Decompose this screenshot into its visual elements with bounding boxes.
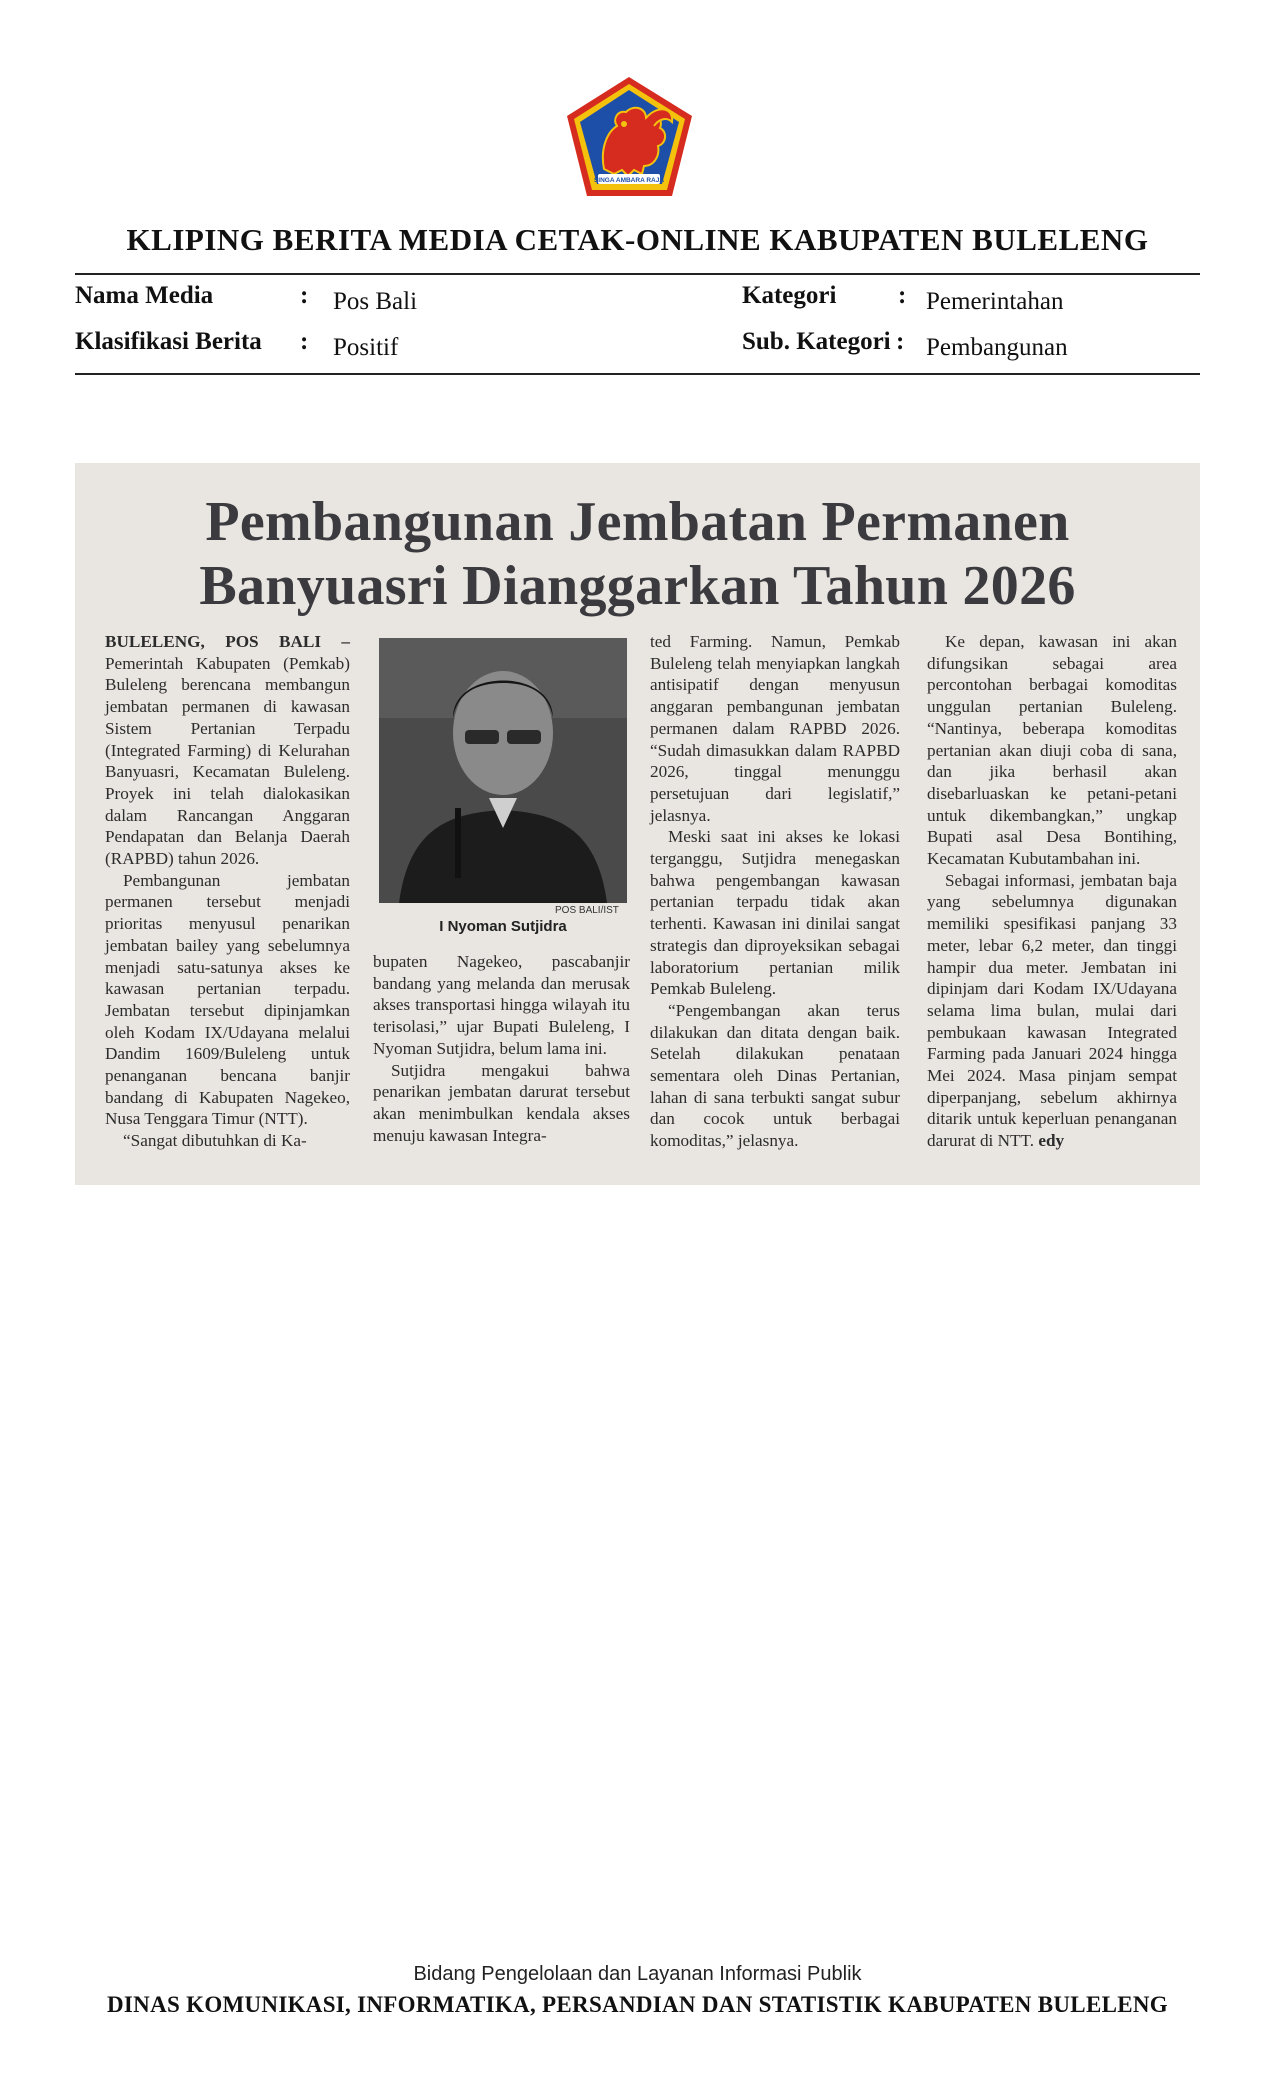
header-rule-bottom xyxy=(75,373,1200,375)
header-rule-top xyxy=(75,273,1200,275)
photo-credit: POS BALI/IST xyxy=(555,905,619,916)
article-column-2 xyxy=(373,951,630,1146)
dateline: BULELENG, POS BALI – xyxy=(105,632,350,651)
footer-agency: DINAS KOMUNIKASI, INFORMATIKA, PERSANDIAN DAN STATISTIK KABUPATEN BULELENG xyxy=(107,1992,1168,2017)
headline-line-2: Banyuasri Dianggarkan Tahun 2026 xyxy=(199,555,1076,617)
nama-media-label: Nama Media xyxy=(75,282,214,309)
paragraph: Pembangunan jembatan permanen tersebut menjadi prioritas menyusul penarikan jembatan bailey yang sebelumnya menjadi satu-satunya akses ke kawasan pertanian terpadu. Jembatan tersebut dipinjamkan oleh Kodam IX/Udayana melalui Dandim 1609/Buleleng untuk penanganan bencana banjir bandang di Kabupaten Nagekeo, Nusa Tenggara Timur (NTT). xyxy=(105,870,350,1129)
sub-kategori-value: Pembangunan xyxy=(926,334,1068,361)
colon-separator: : xyxy=(898,282,907,309)
kategori-label: Kategori xyxy=(742,282,837,309)
klasifikasi-value: Positif xyxy=(333,334,399,361)
colon-separator: : xyxy=(896,328,905,355)
sub-kategori-label: Sub. Kategori xyxy=(742,328,891,355)
paragraph: Pemerintah Kabupaten (Pemkab) Buleleng berencana membangun jembatan permanen di kawasan Sistem Pertanian Terpadu (Integrated Farming) di Kelurahan Banyuasri, Kecamatan Buleleng. Proyek ini telah dialokasikan dalam Rancangan Anggaran Pendapatan dan Belanja Daerah (RAPBD) tahun 2026. xyxy=(105,653,350,869)
footer-division: Bidang Pengelolaan dan Layanan Informasi Publik xyxy=(413,1963,862,1985)
logo-ribbon-text: SINGA AMBARA RAJA xyxy=(593,177,665,184)
klasifikasi-label: Klasifikasi Berita xyxy=(75,328,262,355)
nama-media-value: Pos Bali xyxy=(333,288,418,315)
author-signature: edy xyxy=(1038,1131,1065,1151)
paragraph: Meski saat ini akses ke lokasi terganggu, Sutjidra menegaskan bahwa pengembangan kawasan pertanian terpadu tidak akan terhenti. Kawasan ini dinilai sangat strategis dan diproyeksikan sebagai laboratorium pertanian milik Pemkab Buleleng. xyxy=(650,827,900,999)
article-column-3 xyxy=(650,631,900,1152)
paragraph: “Pengembangan akan terus dilakukan dan ditata dengan baik. Setelah dilakukan penataan sementara oleh Dinas Pertanian, lahan di sana terbukti sangat subur dan cocok untuk berbagai komoditas,” jelasnya. xyxy=(650,1000,900,1151)
paragraph: ted Farming. Namun, Pemkab Buleleng telah menyiapkan langkah antisipatif dengan menyusun anggaran pembangunan jembatan permanen dalam RAPBD 2026. “Sudah dimasukkan dalam RAPBD 2026, tinggal menunggu persetujuan dari legislatif,” jelasnya. xyxy=(650,632,900,825)
page-title: KLIPING BERITA MEDIA CETAK-ONLINE KABUPATEN BULELENG xyxy=(126,222,1149,257)
kategori-value: Pemerintahan xyxy=(926,288,1064,315)
colon-separator: : xyxy=(300,282,309,309)
photo-i-nyoman-sutjidra xyxy=(379,638,627,903)
news-clipping xyxy=(75,463,1200,1185)
singa-ambara-raja-logo xyxy=(562,74,697,199)
colon-separator: : xyxy=(300,328,309,355)
paragraph: Sebagai informasi, jembatan baja yang sebelumnya digunakan memiliki spesifikasi panjang 33 meter, lebar 6,2 meter, dan tinggi hampir dua meter. Jembatan ini dipinjam dari Kodam IX/Udayana selama lima bulan, mulai dari pembukaan kawasan Integrated Farming pada Januari 2024 hingga Mei 2024. Masa pinjam sempat diperpanjang, sebelum akhirnya ditarik untuk keperluan penanganan darurat di NTT. xyxy=(927,870,1177,1151)
headline-line-1: Pembangunan Jembatan Permanen xyxy=(205,491,1070,553)
paragraph: Sutjidra mengakui bahwa penarikan jembatan darurat tersebut akan menimbulkan kendala akses menuju kawasan Integra- xyxy=(373,1060,630,1145)
paragraph: Ke depan, kawasan ini akan difungsikan sebagai area percontohan berbagai komoditas unggulan pertanian Buleleng. “Nantinya, beberapa komoditas pertanian akan diuji coba di sana, dan jika berhasil akan disebarluaskan ke petani-petani untuk dikembangkan,” ungkap Bupati asal Desa Bontihing, Kecamatan Kubutambahan ini. xyxy=(927,632,1177,869)
article-column-1 xyxy=(105,631,350,1152)
photo-caption: I Nyoman Sutjidra xyxy=(439,918,567,935)
paragraph: “Sangat dibutuhkan di Ka- xyxy=(123,1131,307,1151)
paragraph: bupaten Nagekeo, pascabanjir bandang yang melanda dan merusak akses transportasi hingga wilayah itu terisolasi,” ujar Bupati Buleleng, I Nyoman Sutjidra, belum lama ini. xyxy=(373,952,630,1058)
article-column-4 xyxy=(927,631,1177,1152)
